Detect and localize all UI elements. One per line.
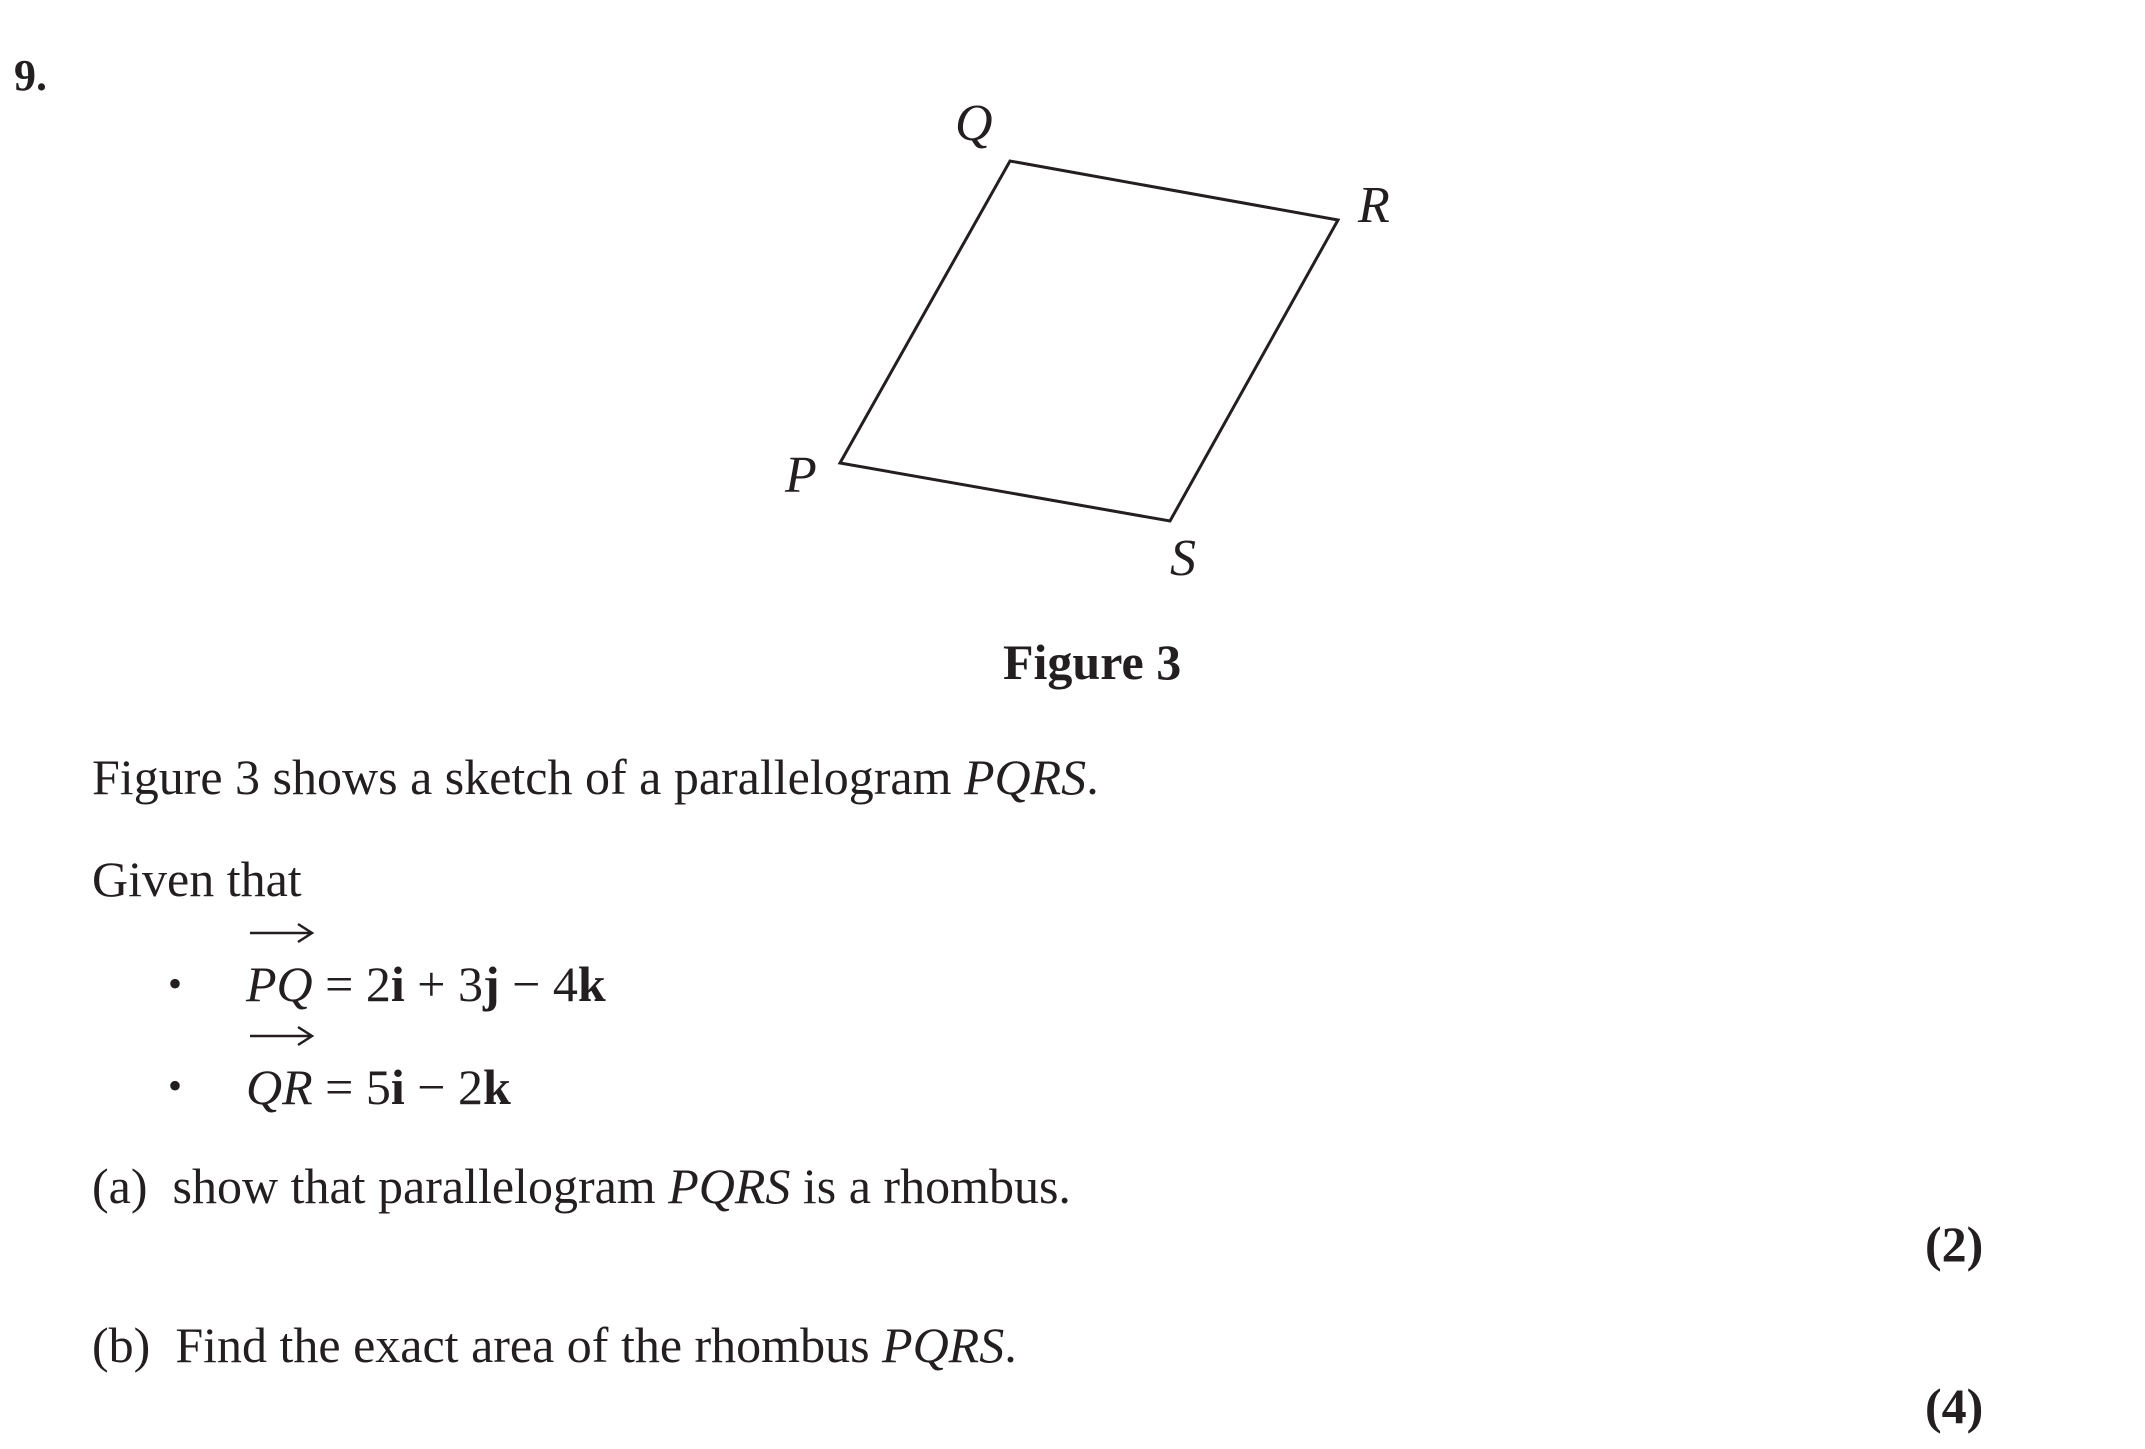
shape-name: PQRS xyxy=(963,749,1087,805)
part-b-label: (b) xyxy=(92,1317,151,1373)
part-a-label: (a) xyxy=(92,1158,148,1214)
given-text: Given that xyxy=(92,851,302,907)
part-a: (a) show that parallelogram PQRS is a rhombus. xyxy=(92,1158,1071,1214)
vertex-label-r: R xyxy=(1358,177,1390,234)
question-number: 9. xyxy=(14,51,47,100)
intro-text: Figure 3 shows a sketch of a parallelogram PQRS. xyxy=(92,749,1099,805)
vertex-label-p: P xyxy=(785,447,817,504)
part-b-marks: (4) xyxy=(1925,1378,1984,1434)
vector-arrow-icon xyxy=(248,1024,316,1048)
vector-pq: PQ xyxy=(246,955,313,1013)
part-a-marks: (2) xyxy=(1925,1216,1984,1272)
parallelogram-figure xyxy=(0,0,2145,720)
vector-qr-equation: QR = 5i − 2k xyxy=(246,1058,511,1116)
vertex-label-s: S xyxy=(1170,530,1196,587)
bullet-2: • xyxy=(168,1063,183,1108)
vector-pq-equation: PQ = 2i + 3j − 4k xyxy=(246,955,606,1013)
figure-caption: Figure 3 xyxy=(1003,634,1182,690)
part-b: (b) Find the exact area of the rhombus PQRS. xyxy=(92,1317,1017,1373)
vector-qr: QR xyxy=(246,1058,313,1116)
vertex-label-q: Q xyxy=(955,95,993,152)
bullet-1: • xyxy=(168,961,183,1006)
vector-arrow-icon xyxy=(248,921,316,945)
parallelogram-pqrs xyxy=(840,161,1338,521)
